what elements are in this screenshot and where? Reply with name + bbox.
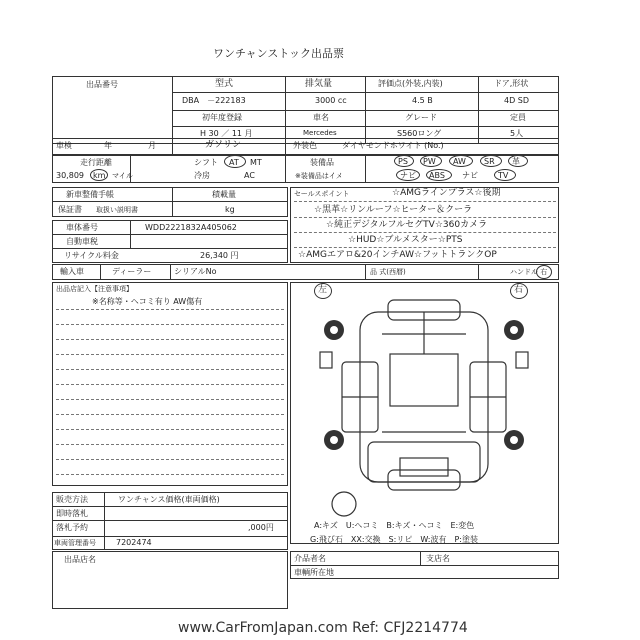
car-right-mirror [516,352,528,368]
sales-point-4: ☆HUD☆ブルメスター☆PTS [348,235,463,245]
contract-label: 落札予約 [56,523,88,532]
score-value: 4.5 B [412,96,433,105]
model-label: 型式 [215,79,234,89]
sales-point-5: ☆AMGエアロ&20インチAW☆フットトランクOP [298,250,497,260]
recycle-value: 26,340 円 [200,251,239,260]
diagram-left-label: 左 [318,285,328,295]
manual-label: 取扱い説明書 [96,206,138,214]
ac-label: 冷房 [194,171,210,180]
equip-label: 装備品 [310,158,334,167]
sheet-title: ワンチャンストック出品票 [213,47,345,60]
notes-header: 出品店記入【注意事項】 [56,285,133,293]
door-label: ドア,形状 [494,79,529,88]
equip-navi: ナビ [400,171,416,180]
door-value: 4D SD [504,96,530,105]
sales-point-1: ☆AMGラインプラス☆後期 [392,188,501,198]
first-reg-label: 初年度登録 [202,113,242,122]
location-label: 車輌所在地 [294,568,334,577]
equip-aw: AW [453,157,466,166]
mileage-label: 走行距離 [80,158,112,167]
tax-label: 自動車税 [66,237,98,246]
notes-line-1: ※名称等・ヘコミ有り AW傷有 [92,297,203,306]
recycle-label: リサイクル料金 [64,251,119,260]
inspection-label: 車検 [56,141,72,150]
fuel-value: ガソリン [205,140,242,150]
serial-label: シリアルNo [174,267,217,276]
equip-abs: ABS [429,171,445,180]
equip-ps: PS [398,157,408,166]
mile-label: マイル [112,172,133,180]
car-roof [390,354,458,406]
spare-tire [332,492,356,516]
warranty-label: 保証書 [58,205,82,214]
import-label: 輸入車 [60,267,84,276]
sold-label: 即時落札 [56,509,88,518]
sales-point-3: ☆純正デジタルフルセグTV☆360カメラ [326,220,488,230]
ac-value: AC [244,171,255,180]
lot-label: 出品番号 [86,80,118,89]
shift-mt: MT [250,158,262,167]
diagram-right-label: 右 [514,285,524,295]
first-reg-value: H 30 ／ 11 月 [200,129,253,138]
equip-tv: TV [498,171,509,180]
car-diagram-svg [290,282,559,544]
dealer-label: ディーラー [112,267,152,276]
model-value: DBA －222183 [182,96,246,105]
color-label: 外装色 [293,141,317,150]
capacity-value: 5人 [510,129,524,138]
stamp-label: 品 式(西暦) [370,268,406,276]
grade-label: グレード [405,113,437,122]
method-label: 販売方法 [56,495,88,504]
equip-leather: 革 [512,157,520,166]
equip-pw: PW [423,157,436,166]
intro-label: 介品者名 [294,554,326,563]
car-rear-bumper [388,470,460,490]
vin-label: 車体番号 [66,223,98,232]
mileage-value: 30,809 [56,171,84,180]
legend-line-1: A:キズ U:ヘコミ B:キズ・ヘコミ E:変色 [314,521,475,530]
km-label: km [93,171,106,180]
kg-label: kg [225,205,235,214]
shift-label: シフト [194,158,218,167]
inspection-month-label: 月 [148,141,156,150]
price-value: ,000円 [248,523,274,532]
displacement-label: 排気量 [305,79,333,89]
name-value: Mercedes [303,129,337,137]
branch-label: 支店名 [426,554,450,563]
displacement-value: 3000 cc [315,96,347,105]
vin-value: WDD2221832A405062 [145,223,237,232]
name-label: 車名 [313,113,329,122]
method-value: ワンチャンス価格(車両価格) [118,495,220,504]
capacity-label: 定員 [510,113,526,122]
newcar-label: 新車整備手帳 [66,190,114,199]
loading-label: 積載量 [212,190,236,199]
handle-label: ハンドル 右 [510,268,548,276]
color-value: ダイヤモンドホワイト (No.) [342,141,444,150]
grade-value: S560ロング [397,129,442,138]
car-trunk [400,458,448,476]
score-label: 評価点(外装,内装) [378,79,443,88]
mgmt-label: 車両管理番号 [54,539,96,547]
car-left-mirror [320,352,332,368]
store-label: 出品店名 [64,555,96,564]
footer-ref: www.CarFromJapan.com Ref: CFJ2214774 [178,620,468,636]
mgmt-value: 7202474 [116,538,152,547]
equip-sr: SR [484,157,495,166]
sales-point-label: セールスポイント [294,190,350,198]
shift-at: AT [229,158,239,167]
equip-navi2: ナビ [462,171,478,180]
sales-point-2: ☆黒革☆リンルーフ☆ヒーター＆クーラ [314,205,473,215]
equip-note: ※装備品はイメ [295,172,343,180]
inspection-year-label: 年 [104,141,112,150]
right-circle [536,265,552,279]
legend-line-2: G:飛び石 XX:交換 S:リピ W:波有 P:塗装 [310,535,478,544]
